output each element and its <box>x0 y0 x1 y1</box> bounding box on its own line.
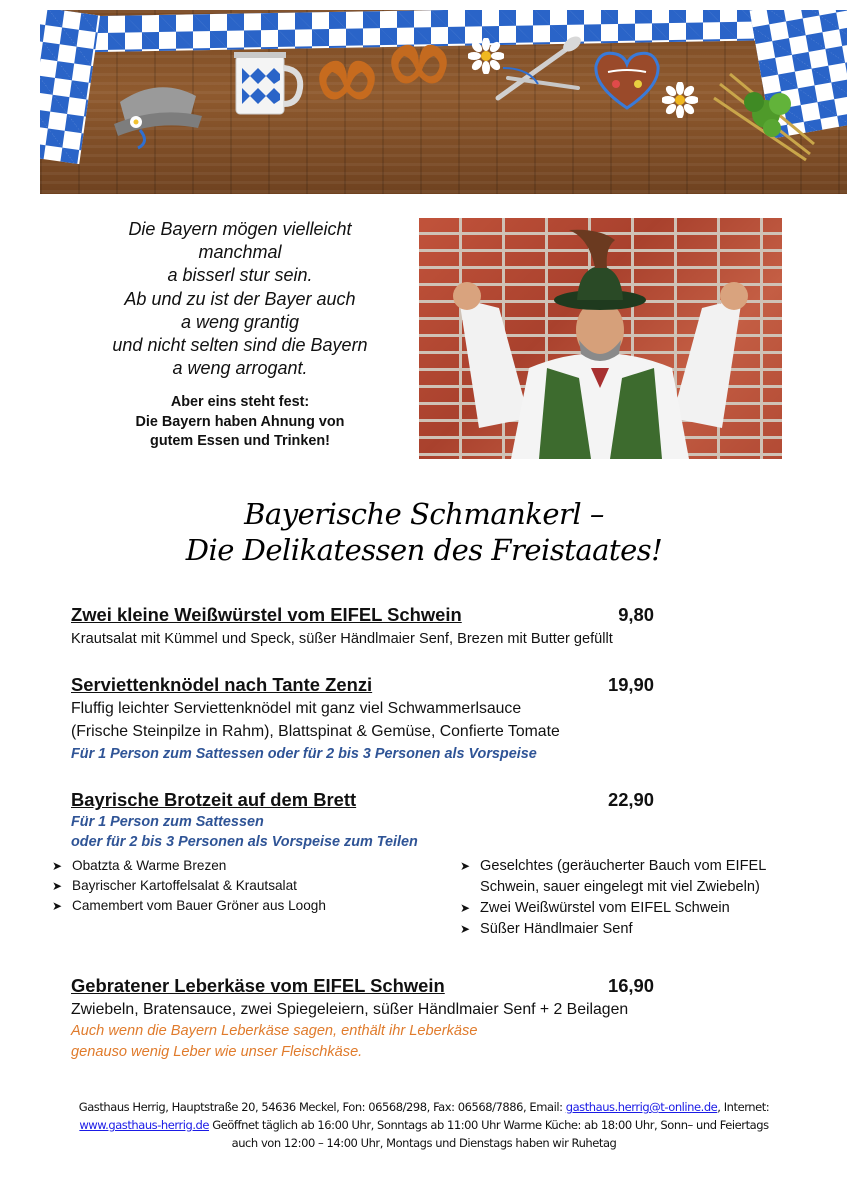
arrow-bullet-icon: ➤ <box>460 859 471 873</box>
bavarian-man-illustration <box>419 218 782 459</box>
dish-note: oder für 2 bis 3 Personen als Vorspeise zum Teilen <box>71 834 418 850</box>
dish-price: 19,90 <box>607 674 654 695</box>
dish-note: Für 1 Person zum Sattessen <box>71 814 264 830</box>
footer-contact: Gasthaus Herrig, Hauptstraße 20, 54636 Meckel, Fon: 06568/298, Fax: 06568/7886, Email: gasthaus.herrig@t-online.de, Internet: <box>78 1100 770 1114</box>
intro-bold-line: gutem Essen und Trinken! <box>150 433 330 450</box>
footer-email-label: Email: <box>529 1100 563 1114</box>
dish-note: Auch wenn die Bayern Leberkäse sagen, enthält ihr Leberkäse <box>71 1023 478 1039</box>
hops-icon <box>710 64 820 164</box>
gingerbread-heart-icon <box>590 48 664 112</box>
list-item: ➤ Zwei Weißwürstel vom EIFEL Schwein <box>460 898 766 919</box>
intro-line: Die Bayern mögen vielleicht <box>128 219 352 239</box>
dish-price: 22,90 <box>607 789 654 810</box>
intro-line: a bisserl stur sein. <box>167 265 313 286</box>
arrow-bullet-icon: ➤ <box>52 879 63 893</box>
email-link[interactable]: gasthaus.herrig@t-online.de <box>565 1100 718 1114</box>
dish-title: Zwei kleine Weißwürstel vom EIFEL Schwein <box>71 604 462 625</box>
intro-line: a weng arrogant. <box>172 358 308 379</box>
intro-line: Ab und zu ist der Bayer auch <box>124 288 356 309</box>
bavarian-man-photo <box>419 218 782 459</box>
arrow-bullet-icon: ➤ <box>52 859 63 873</box>
footer-internet-label: Internet: <box>723 1100 770 1114</box>
dish-title: Bayrische Brotzeit auf dem Brett <box>71 789 357 810</box>
menu-heading-line2: Die Delikatessen des Freistaates! <box>185 533 663 567</box>
website-link[interactable]: www.gasthaus-herrig.de <box>79 1118 210 1132</box>
list-item: ➤ Geselchtes (geräucherter Bauch vom EIFEL <box>460 856 766 877</box>
dish-price: 16,90 <box>607 975 654 996</box>
brotzeit-list-right <box>460 856 766 940</box>
arrow-bullet-icon: ➤ <box>460 922 471 936</box>
footer-hours-line1: Geöffnet täglich ab 16:00 Uhr, Sonntags ab 11:00 Uhr Warme Küche: ab 18:00 Uhr, Sonn– und Feiertags <box>212 1118 769 1132</box>
header-banner <box>40 10 847 194</box>
list-item: ➤ Bayrischer Kartoffelsalat & Krautsalat <box>52 876 326 896</box>
pretzel-icon <box>382 36 456 92</box>
intro-line: und nicht selten sind die Bayern <box>112 335 368 356</box>
pretzel-icon <box>310 52 384 108</box>
intro-bold-line: Die Bayern haben Ahnung von <box>135 413 345 430</box>
footer-hours <box>30 1118 818 1132</box>
intro-bold-line: Aber eins steht fest: <box>170 394 310 411</box>
brotzeit-list-left <box>52 856 326 916</box>
dish-description: Zwiebeln, Bratensauce, zwei Spiegeleiern, süßer Händlmaier Senf + 2 Beilagen <box>71 1001 629 1018</box>
list-item: ➤ Süßer Händlmaier Senf <box>460 919 766 940</box>
intro-bold-text <box>80 393 400 452</box>
intro-text <box>80 218 400 452</box>
bavarian-flag-icon <box>40 10 100 164</box>
dish-note: genauso wenig Leber wie unser Fleischkäse. <box>71 1044 363 1060</box>
arrow-bullet-icon: ➤ <box>52 899 63 913</box>
dish-price: 9,80 <box>618 604 654 625</box>
footer-hours-line2: auch von 12:00 – 14:00 Uhr, Montags und Dienstags haben wir Ruhetag <box>231 1136 617 1150</box>
arrow-bullet-icon: ➤ <box>460 901 471 915</box>
dish-note: Für 1 Person zum Sattessen oder für 2 bis 3 Personen als Vorspeise <box>71 746 537 762</box>
list-item: ➤ Obatzta & Warme Brezen <box>52 856 326 876</box>
dish-title: Serviettenknödel nach Tante Zenzi <box>71 674 373 695</box>
daisy-icon <box>662 82 698 118</box>
menu-heading-line1: Bayerische Schmankerl – <box>244 497 604 531</box>
dish-description: Krautsalat mit Kümmel und Speck, süßer Händlmaier Senf, Brezen mit Butter gefüllt <box>71 631 613 647</box>
cutlery-icon <box>478 28 588 108</box>
intro-line: a weng grantig <box>180 311 300 332</box>
beer-mug-icon <box>222 48 304 118</box>
dish-description: (Frische Steinpilze in Rahm), Blattspinat & Gemüse, Confierte Tomate <box>71 723 560 740</box>
list-item: ➤ Camembert vom Bauer Gröner aus Loogh <box>52 896 326 916</box>
intro-line: manchmal <box>198 242 282 263</box>
list-item-continuation: Schwein, sauer eingelegt mit viel Zwiebeln) <box>480 879 760 895</box>
dish-description: Fluffig leichter Serviettenknödel mit ganz viel Schwammerlsauce <box>71 700 522 717</box>
footer-address: Gasthaus Herrig, Hauptstraße 20, 54636 Meckel, Fon: 06568/298, Fax: 06568/7886, <box>78 1100 527 1114</box>
felt-hat-icon <box>110 72 206 150</box>
dish-title: Gebratener Leberkäse vom EIFEL Schwein <box>71 975 445 996</box>
